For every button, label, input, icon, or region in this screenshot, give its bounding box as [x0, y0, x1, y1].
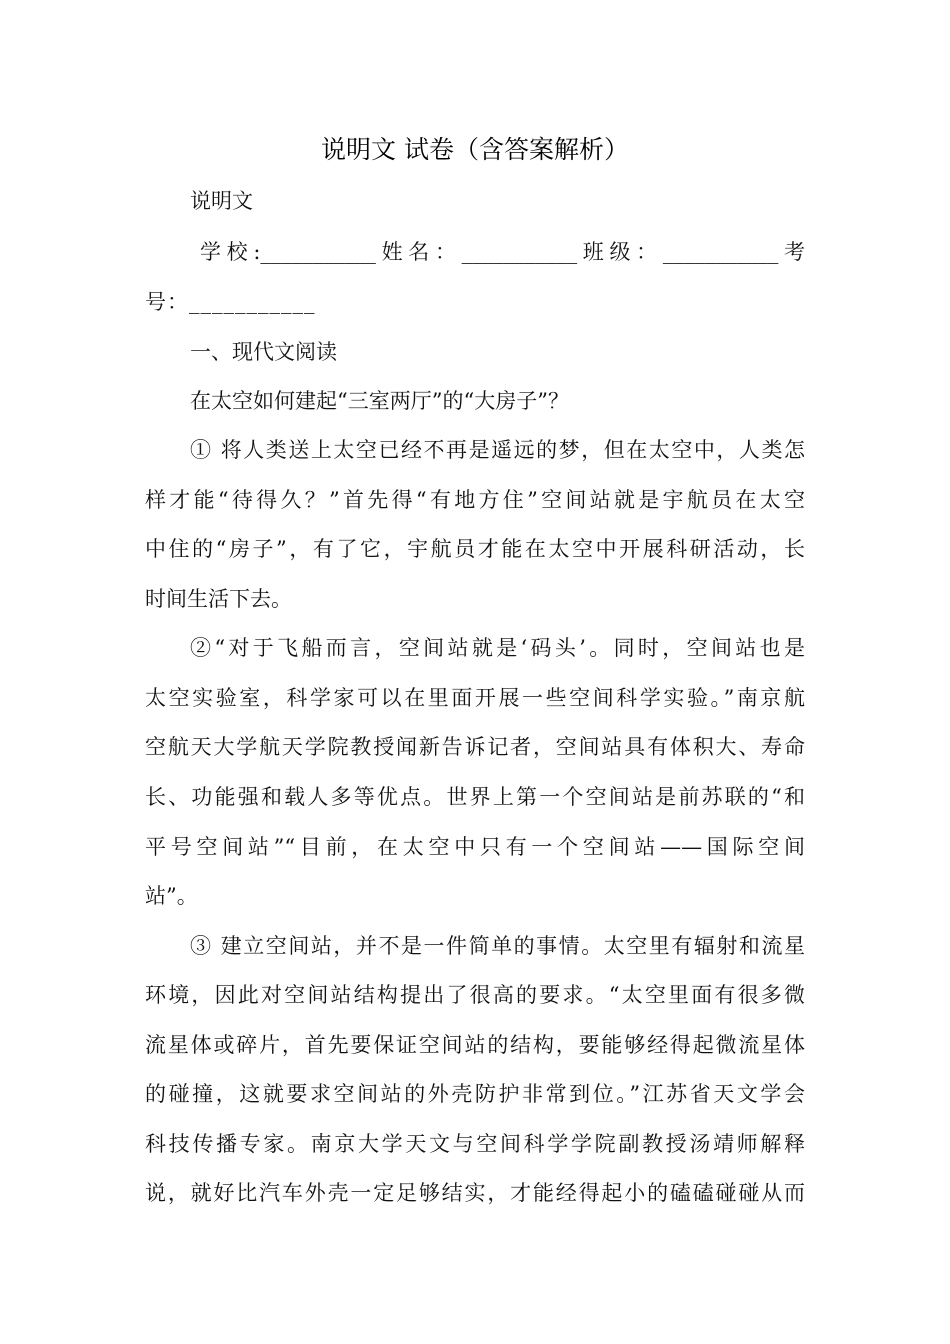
paragraph-line: 流星体或碎片，首先要保证空间站的结构，要能够经得起微流星体 — [145, 1033, 805, 1057]
paragraph-line: 说，就好比汽车外壳一定足够结实，才能经得起小的磕磕碰碰从而 — [145, 1181, 805, 1205]
paragraph-line: 长、功能强和载人多等优点。世界上第一个空间站是前苏联的“和 — [145, 785, 805, 809]
student-info-line-1: 学校:___________姓名：___________班级：___________考 — [200, 240, 805, 264]
paragraph-line: ① 将人类送上太空已经不再是遥远的梦，但在太空中，人类怎 — [190, 438, 805, 462]
paragraph-line: 中住的“房子”，有了它，宇航员才能在太空中开展科研活动，长 — [145, 537, 805, 561]
page-title: 说明文 试卷（含答案解析） — [321, 135, 629, 164]
paragraph-line: 科技传播专家。南京大学天文与空间科学学院副教授汤靖师解释 — [145, 1132, 805, 1156]
paragraph-line: 样才能“待得久？”首先得“有地方住”空间站就是宇航员在太空 — [145, 488, 805, 512]
paragraph-line: 平号空间站”“目前，在太空中只有一个空间站——国际空间 — [145, 835, 805, 859]
paragraph-line: ②“对于飞船而言，空间站就是‘码头’。同时，空间站也是 — [190, 636, 805, 660]
paragraph-line: 的碰撞，这就要求空间站的外壳防护非常到位。”江苏省天文学会 — [145, 1082, 805, 1106]
paragraph-line: 时间生活下去。 — [145, 587, 292, 611]
article-title: 在太空如何建起“三室两厅”的“大房子”？ — [190, 389, 569, 413]
paragraph-line: 空航天大学航天学院教授闻新告诉记者，空间站具有体积大、寿命 — [145, 735, 805, 759]
student-info-line-2: 号：___________ — [145, 290, 316, 314]
paragraph-line: 站”。 — [145, 884, 198, 908]
paragraph-line: 环境，因此对空间站结构提出了很高的要求。“太空里面有很多微 — [145, 983, 805, 1007]
category-label: 说明文 — [190, 189, 253, 213]
paragraph-line: 太空实验室，科学家可以在里面开展一些空间科学实验。”南京航 — [145, 686, 805, 710]
section-heading: 一、现代文阅读 — [190, 340, 337, 364]
paragraph-line: ③ 建立空间站，并不是一件简单的事情。太空里有辐射和流星 — [190, 934, 805, 958]
